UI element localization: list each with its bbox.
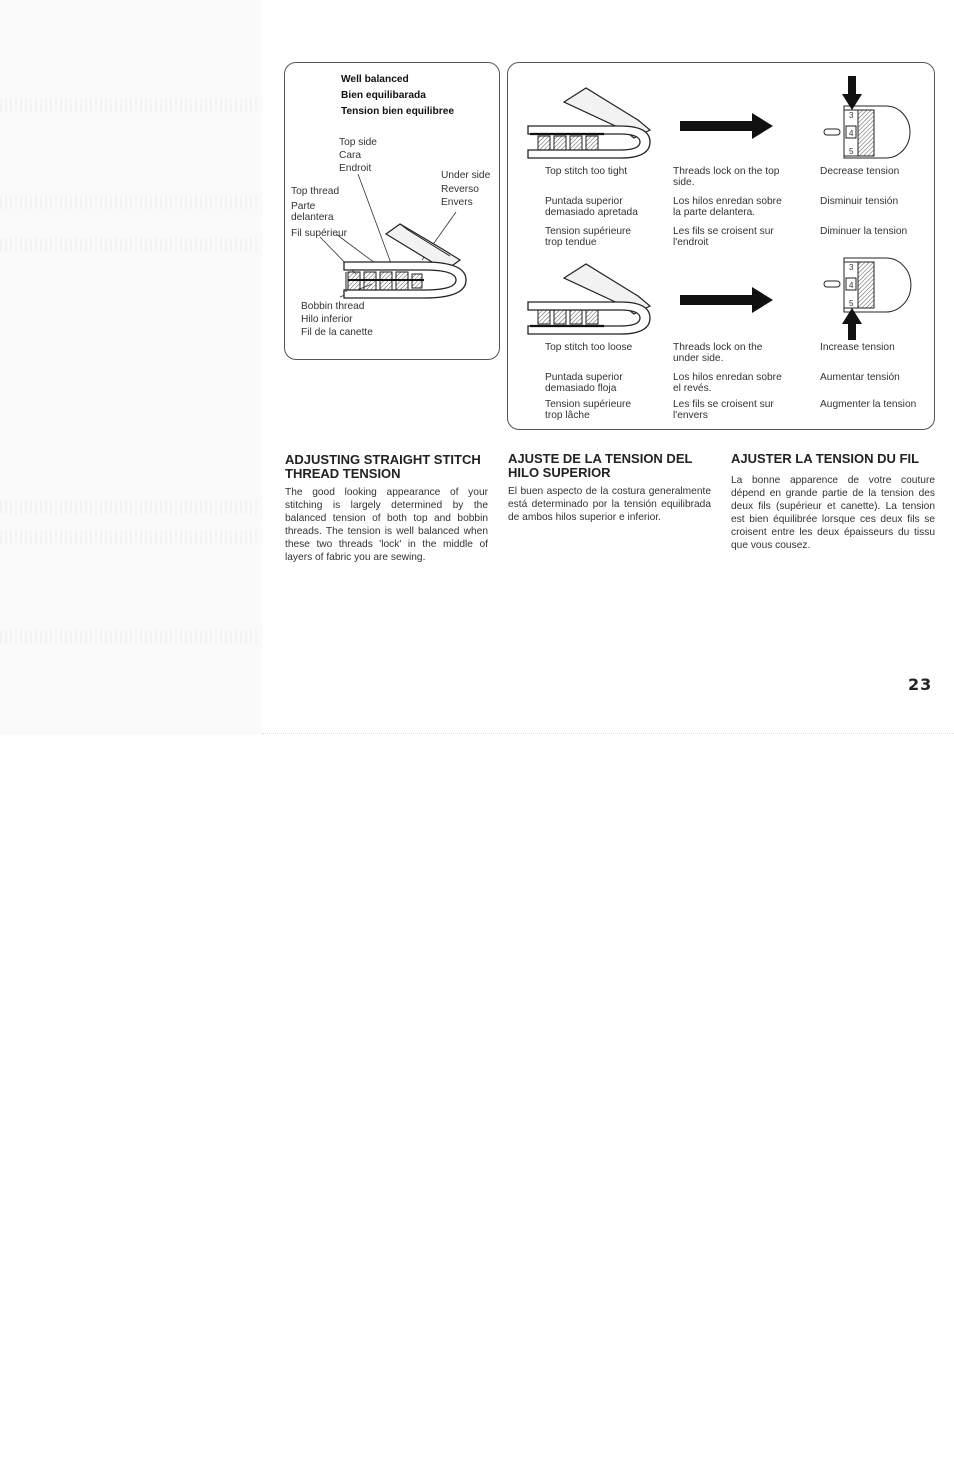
tight-label-es-2: demasiado apretada (545, 207, 638, 218)
top-side-label-es: Cara (339, 150, 362, 161)
en-section-body: The good looking appearance of your stitching is largely determined by the balanced tension of both top and bobbin threads. The tension is well balanced when these two threads 'lock' in the middle of layers of fabric you are sewing. (285, 487, 488, 563)
loose-label-fr-1: Tension supérieure (545, 399, 632, 410)
tight-label-fr-2: trop tendue (545, 237, 597, 248)
increase-tension-en: Increase tension (820, 342, 895, 353)
decrease-tension-en: Decrease tension (820, 166, 900, 177)
increase-tension-fr: Augmenter la tension (820, 399, 917, 410)
balanced-fabric-illustration (284, 62, 498, 358)
tight-result-en-1: Threads lock on the top (673, 166, 780, 177)
tight-label-fr-1: Tension supérieure (545, 226, 632, 237)
page-number: 23 (908, 675, 933, 694)
tight-label-en: Top stitch too tight (545, 166, 628, 177)
fr-section-body: La bonne apparence de votre couture dépend en grande partie de la tension des deux fils (supérieur et canette). La tension est bien équilibrée lorsque ces deux fils se croisent entre les deux épaisseurs du tissu que vous cousez. (731, 475, 935, 551)
page-bottom-edge (262, 733, 954, 734)
bobbin-thread-label-fr: Fil de la canette (301, 327, 373, 338)
top-side-label-en: Top side (339, 137, 377, 148)
bobbin-thread-label-es: Hilo inferior (301, 314, 353, 325)
top-thread-label-en: Top thread (291, 186, 340, 197)
well-balanced-title-fr: Tension bien equilibree (341, 106, 455, 117)
loose-result-fr-1: Les fils se croisent sur (673, 399, 774, 410)
tension-dial-decrease (820, 76, 906, 162)
loose-result-en-1: Threads lock on the (673, 342, 763, 353)
en-section-title-1: ADJUSTING STRAIGHT STITCH (285, 452, 481, 467)
loose-result-en-2: under side. (673, 353, 724, 364)
under-side-label-en: Under side (441, 170, 491, 181)
decrease-tension-fr: Diminuer la tension (820, 226, 908, 237)
well-balanced-title-es: Bien equilibarada (341, 90, 426, 101)
loose-stitch-illustration (520, 256, 660, 336)
scan-noise (0, 98, 258, 112)
es-section-title-2: HILO SUPERIOR (508, 465, 611, 480)
top-thread-label-fr: Fil supérieur (291, 228, 348, 239)
increase-tension-es: Aumentar tensión (820, 372, 900, 383)
es-section-title-1: AJUSTE DE LA TENSION DEL (508, 451, 693, 466)
tight-result-es-1: Los hilos enredan sobre (673, 196, 782, 207)
top-thread-label-es-2: delantera (291, 212, 334, 223)
dial-value-5: 5 (849, 299, 854, 308)
loose-result-es-2: el revés. (673, 383, 712, 394)
decrease-tension-es: Disminuir tensión (820, 196, 899, 207)
scan-noise (0, 530, 258, 544)
tight-stitch-illustration (520, 80, 660, 160)
dial-value-3: 3 (849, 263, 854, 272)
loose-label-fr-2: trop lâche (545, 410, 590, 421)
es-section-body: El buen aspecto de la costura generalmente está determinado por la tensión equilibrada de ambos hilos superior e inferior. (508, 486, 711, 523)
loose-result-es-1: Los hilos enredan sobre (673, 372, 782, 383)
tension-dial-increase (820, 256, 906, 342)
dial-value-4: 4 (849, 281, 854, 290)
scan-noise (0, 238, 258, 252)
under-side-label-fr: Envers (441, 197, 473, 208)
tight-result-es-2: la parte delantera. (673, 207, 756, 218)
dial-value-4: 4 (849, 129, 854, 138)
tight-label-es-1: Puntada superior (545, 196, 623, 207)
top-thread-label-es-1: Parte (291, 201, 316, 212)
scan-noise (0, 195, 258, 209)
dial-value-5: 5 (849, 147, 854, 156)
scan-noise (0, 500, 258, 514)
top-side-label-fr: Endroit (339, 163, 372, 174)
loose-label-es-2: demasiado floja (545, 383, 617, 394)
loose-result-fr-2: l'envers (673, 410, 708, 421)
scan-noise (0, 630, 258, 644)
loose-label-es-1: Puntada superior (545, 372, 623, 383)
loose-label-en: Top stitch too loose (545, 342, 633, 353)
tight-result-fr-2: l'endroit (673, 237, 709, 248)
fr-section-title: AJUSTER LA TENSION DU FIL (731, 451, 920, 466)
well-balanced-title-en: Well balanced (341, 74, 409, 85)
en-section-title-2: THREAD TENSION (285, 466, 401, 481)
dial-value-3: 3 (849, 111, 854, 120)
tight-arrow-right (680, 112, 774, 140)
under-side-label-es: Reverso (441, 184, 479, 195)
loose-arrow-right (680, 286, 774, 314)
tight-result-en-2: side. (673, 177, 695, 188)
bobbin-thread-label-en: Bobbin thread (301, 301, 365, 312)
tight-result-fr-1: Les fils se croisent sur (673, 226, 774, 237)
